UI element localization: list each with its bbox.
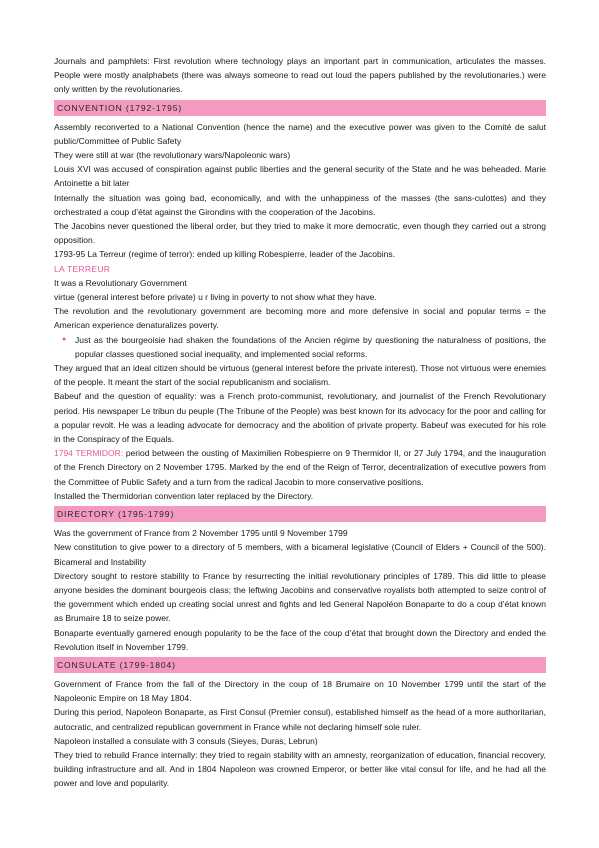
convention-paragraph: Louis XVI was accused of conspiration against public liberties and the general security of the State and he was beheaded. Marie Antoinette a bit later [54,164,546,189]
bullet-text: Just as the bourgeoisie had shaken the foundations of the Ancien régime by questioning the naturalness of positions, the popular classes questioned social inequality, and implemented social reforms. [75,334,546,359]
consulate-paragraph: Napoleon installed a consulate with 3 consuls (Sieyes, Duras, Lebrun) [54,735,318,746]
directory-paragraph: Directory sought to restore stability to France by resurrecting the initial revolutionary principles of 1789. This did little to please anyone besides the dominant bourgeois class; the leftwing Jacobins and conservative royalists both attempted to seize control of the government which ended up creating social unrest and fights and led General Napoléon Bonaparte to do a coup d’état known as Brumaire 18 to seize power. [54,570,546,624]
termidor-text: period between the ousting of Maximilien Robespierre on 9 Thermidor II, or 27 July 1794, and the inauguration of the French Directory on 2 November 1795. Marked by the end of the Reign of Terror, decentralization of executive powers from the Committee of Public Safety and a turn from the radical Jacobin to more conservative positions. [54,448,546,487]
termidor-paragraph [54,446,546,489]
terreur-paragraph: virtue (general interest before private) u r living in poverty to not show what they have. [54,292,377,303]
bullet-item [54,333,546,361]
convention-paragraph: They were still at war (the revolutionary wars/Napoleonic wars) [54,150,291,161]
terreur-paragraph: It was a Revolutionary Government [54,277,187,288]
intro-paragraph: Journals and pamphlets: First revolution where technology plays an important part in communication, articulates the masses. People were mostly analphabets (there was always someone to read out loud the papers published by the revolutionaries.) were only written by the revolutionaries. [54,56,546,95]
termidor-installed: Installed the Thermidorian convention later replaced by the Directory. [54,490,314,501]
section-heading-directory: DIRECTORY (1795-1799) [54,506,546,522]
babeuf-paragraph: Babeuf and the question of equality: was a French proto-communist, revolutionary, and journalist of the French Revolutionary period. His newspaper Le tribun du peuple (The Tribune of the People) was best known for its advocacy for the poor and calling for a popular revolt. He was a leading advocate for democracy and the abolition of private property. Babeuf was executed for his role in the Conspiracy of the Equals. [54,391,546,445]
directory-paragraph: Was the government of France from 2 November 1795 until 9 November 1799 [54,528,348,539]
subheading-la-terreur: LA TERREUR [54,263,111,274]
consulate-paragraph: Government of France from the fall of the Directory in the coup of 18 Brumaire on 10 November 1799 until the start of the Napoleonic Empire on 18 May 1804. [54,678,546,704]
document-page [54,54,546,791]
convention-paragraph: Assembly reconverted to a National Convention (hence the name) and the executive power was given to the Comité de salut public/Committee of Public Safety [54,121,546,146]
terreur-paragraph: They argued that an ideal citizen should be virtuous (general interest before the private interest). Those not virtuous were enemies of the people. It meant the start of the social republicanism and socialism. [54,363,546,388]
convention-paragraph: Internally the situation was going bad, economically, and with the unhappiness of the masses (the sans-culottes) and they orchestrated a coup d’état against the Girondins with the cooperation of the Jacobins. [54,192,546,217]
terreur-paragraph: The revolution and the revolutionary government are becoming more and more defensive in social and popular terms = the American experience denaturalizes poverty. [54,306,546,331]
consulate-paragraph: During this period, Napoleon Bonaparte, as First Consul (Premier consul), established himself as the head of a more authoritarian, autocratic, and centralized republican government in France while not declaring himself sole ruler. [54,707,546,732]
termidor-label: 1794 TERMIDOR: [54,448,124,459]
bullet-icon: ● [62,335,67,343]
convention-paragraph: The Jacobins never questioned the liberal order, but they tried to make it more democratic, even though they carried out a strong opposition. [54,221,546,246]
convention-paragraph: 1793-95 La Terreur (regime of terror): ended up killing Robespierre, leader of the Jacobins. [54,249,395,260]
consulate-paragraph: They tried to rebuild France internally: they tried to regain stability with an amnesty, reorganization of education, financial recovery, building infrastructure and all. And in 1804 Napoleon was crowned Emperor, or better like vital consul for life, and he had all the power and love and popularity. [54,749,546,789]
section-heading-consulate: CONSULATE (1799-1804) [54,657,546,673]
directory-paragraph: New constitution to give power to a directory of 5 members, with a bicameral legislative (Council of Elders + Council of the 500). Bicameral and Instability [54,542,546,567]
section-heading-convention: CONVENTION (1792-1795) [54,100,546,116]
directory-paragraph: Bonaparte eventually garnered enough popularity to be the face of the coup d’état that brought down the Directory and ended the Revolution itself in November 1799. [54,627,546,652]
